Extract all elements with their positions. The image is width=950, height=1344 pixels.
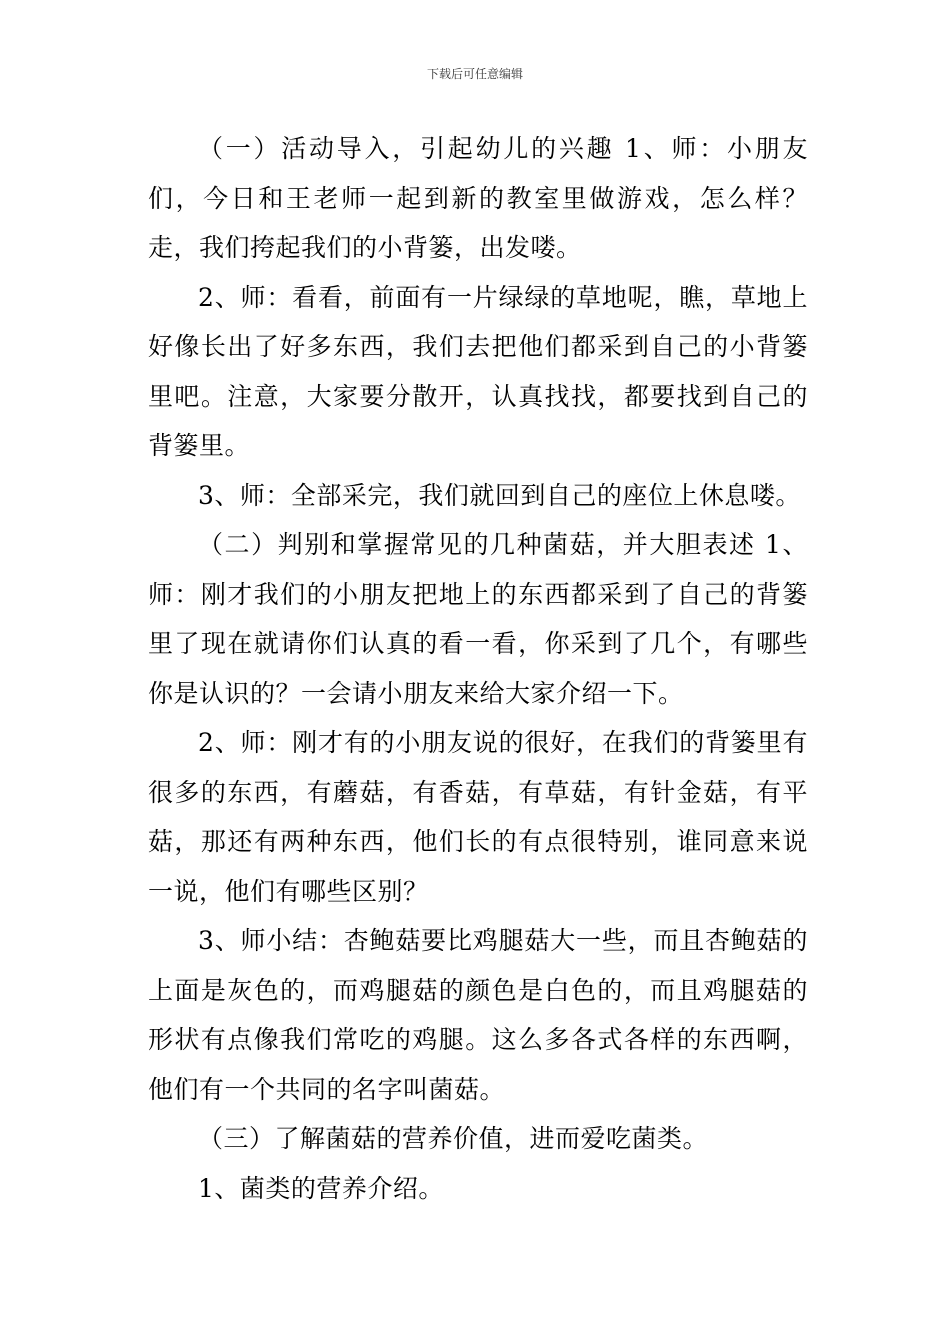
paragraph-identify-mushrooms: （二）判别和掌握常见的几种菌菇，并大胆表述 1、师：刚才我们的小朋友把地上的东西都采到了自己的背篓里了现在就请你们认真的看一看，你采到了几个，有哪些你是认识的？一会请小朋友来给大家介绍一下。 <box>148 530 808 708</box>
paragraph-step-2-grassland: 2、师：看看，前面有一片绿绿的草地呢，瞧，草地上好像长出了好多东西，我们去把他们都采到自己的小背篓里吧。注意，大家要分散开，认真找找，都要找到自己的背篓里。 <box>148 282 808 460</box>
paragraph-step-3-rest: 3、师：全部采完，我们就回到自己的座位上休息喽。 <box>198 480 801 510</box>
paragraph-nutrition-heading: （三）了解菌菇的营养价值，进而爱吃菌类。 <box>198 1124 709 1153</box>
paragraph-activity-intro: （一）活动导入，引起幼儿的兴趣 1、师：小朋友们，今日和王老师一起到新的教室里做游戏，怎么样？走，我们挎起我们的小背篓，出发喽。 <box>148 134 808 262</box>
paragraph-step-3-summary: 3、师小结：杏鲍菇要比鸡腿菇大一些，而且杏鲍菇的上面是灰色的，而鸡腿菇的颜色是白色的，而且鸡腿菇的形状有点像我们常吃的鸡腿。这么多各式各样的东西啊，他们有一个共同的名字叫菌菇。 <box>148 926 808 1104</box>
paragraph-step-2-differences: 2、师：刚才有的小朋友说的很好，在我们的背篓里有很多的东西，有蘑菇，有香菇，有草菇，有针金菇，有平菇，那还有两种东西，他们长的有点很特别，谁同意来说一说，他们有哪些区别？ <box>148 728 808 906</box>
page-header: 下载后可任意编辑 <box>426 67 523 81</box>
document-body <box>148 124 808 1213</box>
paragraph-nutrition-intro: 1、菌类的营养介绍。 <box>198 1173 444 1203</box>
